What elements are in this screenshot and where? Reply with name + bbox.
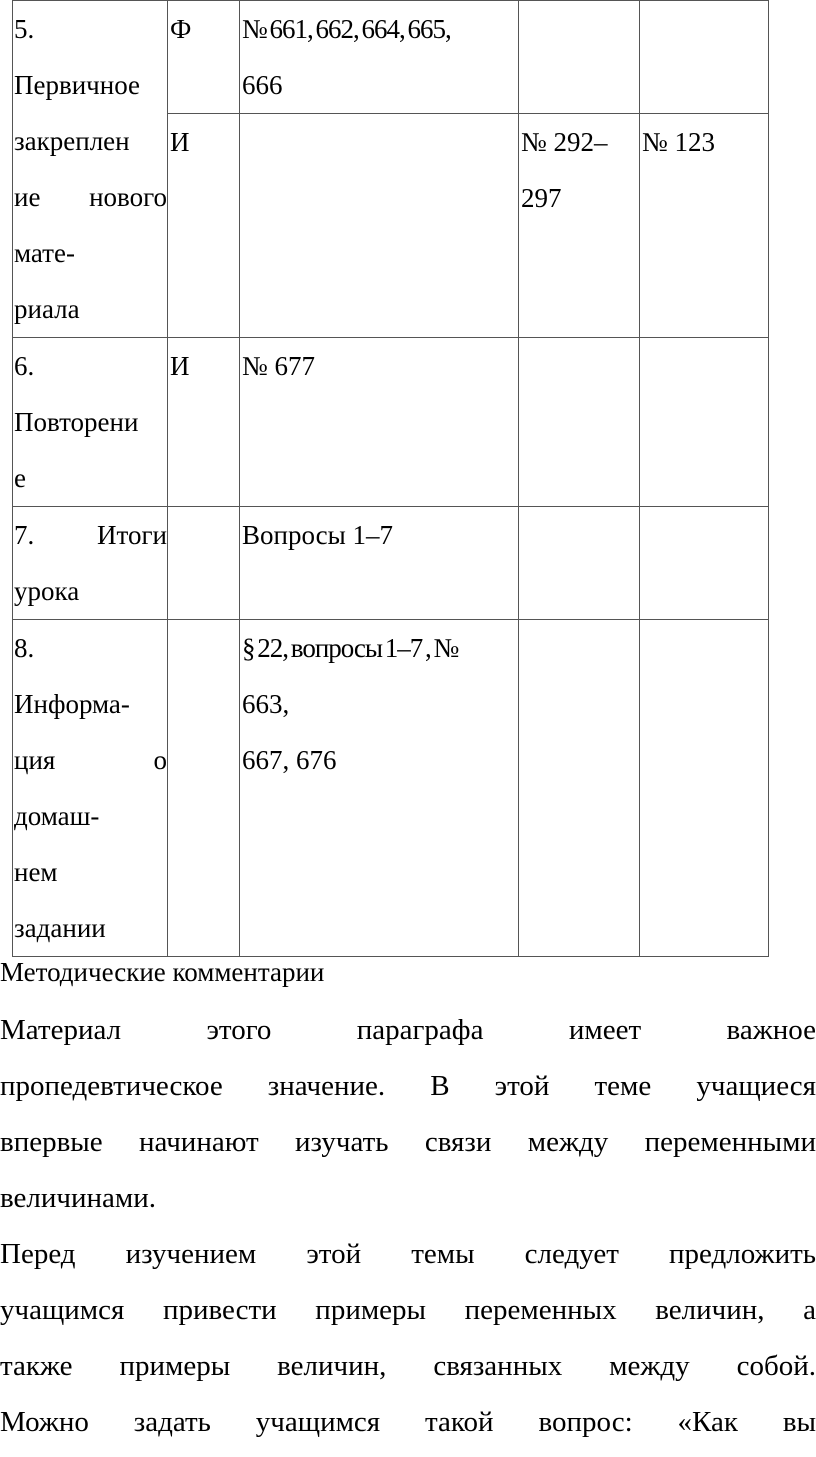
stage-line: ие нового	[14, 182, 167, 212]
stage-cell	[13, 620, 168, 957]
stage-line: Первичное	[14, 70, 141, 100]
workbook-cell	[519, 1, 640, 114]
textbook-line: 666	[242, 70, 283, 100]
workbook-line: № 292–	[521, 127, 608, 157]
stage-cell	[13, 1, 168, 338]
paragraph-line: Можно задать учащимся такой вопрос: «Как вы	[0, 1406, 816, 1438]
extra-cell	[640, 1, 769, 114]
stage-line: закреплен	[14, 126, 130, 156]
stage-line: е	[14, 463, 26, 493]
paragraph	[0, 1002, 816, 1226]
paragraph-line: Перед изучением этой темы следует предложить	[0, 1238, 816, 1270]
paragraph-line: также примеры величин, связанных между собой.	[0, 1350, 816, 1382]
stage-cell	[13, 338, 168, 507]
textbook-cell	[240, 620, 519, 957]
form-cell	[168, 620, 240, 957]
extra-cell	[640, 620, 769, 957]
textbook-cell	[240, 507, 519, 620]
stage-line: риала	[14, 294, 80, 324]
paragraph-line: величинами.	[0, 1182, 157, 1214]
workbook-cell	[519, 507, 640, 620]
paragraph	[0, 1226, 816, 1450]
textbook-line: 663,	[242, 689, 290, 719]
stage-line: нем	[14, 857, 58, 887]
extra-cell: № 123	[640, 114, 769, 338]
extra-cell	[640, 338, 769, 507]
table-row	[13, 338, 769, 507]
paragraph-line: учащимся привести примеры переменных величин, а	[0, 1294, 816, 1326]
paragraph-line: Материал этого параграфа имеет важное	[0, 1014, 816, 1046]
textbook-line: § 22, вопросы 1–7 , №	[242, 633, 459, 663]
stage-line: задании	[14, 913, 106, 943]
lesson-plan-table	[12, 0, 769, 957]
workbook-cell	[519, 114, 640, 338]
stage-line: мате-	[14, 238, 75, 268]
paragraph-line: впервые начинают изучать связи между переменными	[0, 1126, 816, 1158]
form-cell: И	[168, 114, 240, 338]
stage-line: 8.	[14, 633, 35, 663]
stage-line: 7. Итоги	[14, 520, 167, 550]
textbook-line: № 661, 662, 664, 665,	[242, 14, 451, 44]
stage-line: 5.	[14, 14, 35, 44]
table-row	[13, 1, 769, 114]
workbook-cell	[519, 620, 640, 957]
form-cell: Ф	[168, 1, 240, 114]
table-row	[13, 620, 769, 957]
workbook-cell	[519, 338, 640, 507]
textbook-cell	[240, 338, 519, 507]
stage-line: Информа-	[14, 689, 130, 719]
stage-cell	[13, 507, 168, 620]
stage-line: Повторени	[14, 407, 139, 437]
workbook-line: 297	[521, 183, 562, 213]
form-cell: И	[168, 338, 240, 507]
extra-cell	[640, 507, 769, 620]
textbook-cell	[240, 1, 519, 114]
section-heading: Методические комментарии	[0, 957, 325, 987]
textbook-line: № 677	[242, 351, 316, 381]
textbook-line: 667, 676	[242, 745, 337, 775]
textbook-line: Вопросы 1–7	[242, 520, 394, 550]
stage-line: ция о	[14, 745, 167, 775]
table-row	[13, 507, 769, 620]
paragraph-line: пропедевтическое значение. В этой теме учащиеся	[0, 1070, 816, 1102]
stage-line: 6.	[14, 351, 35, 381]
form-cell	[168, 507, 240, 620]
stage-line: урока	[14, 576, 80, 606]
textbook-cell	[240, 114, 519, 338]
stage-line: домаш-	[14, 801, 100, 831]
